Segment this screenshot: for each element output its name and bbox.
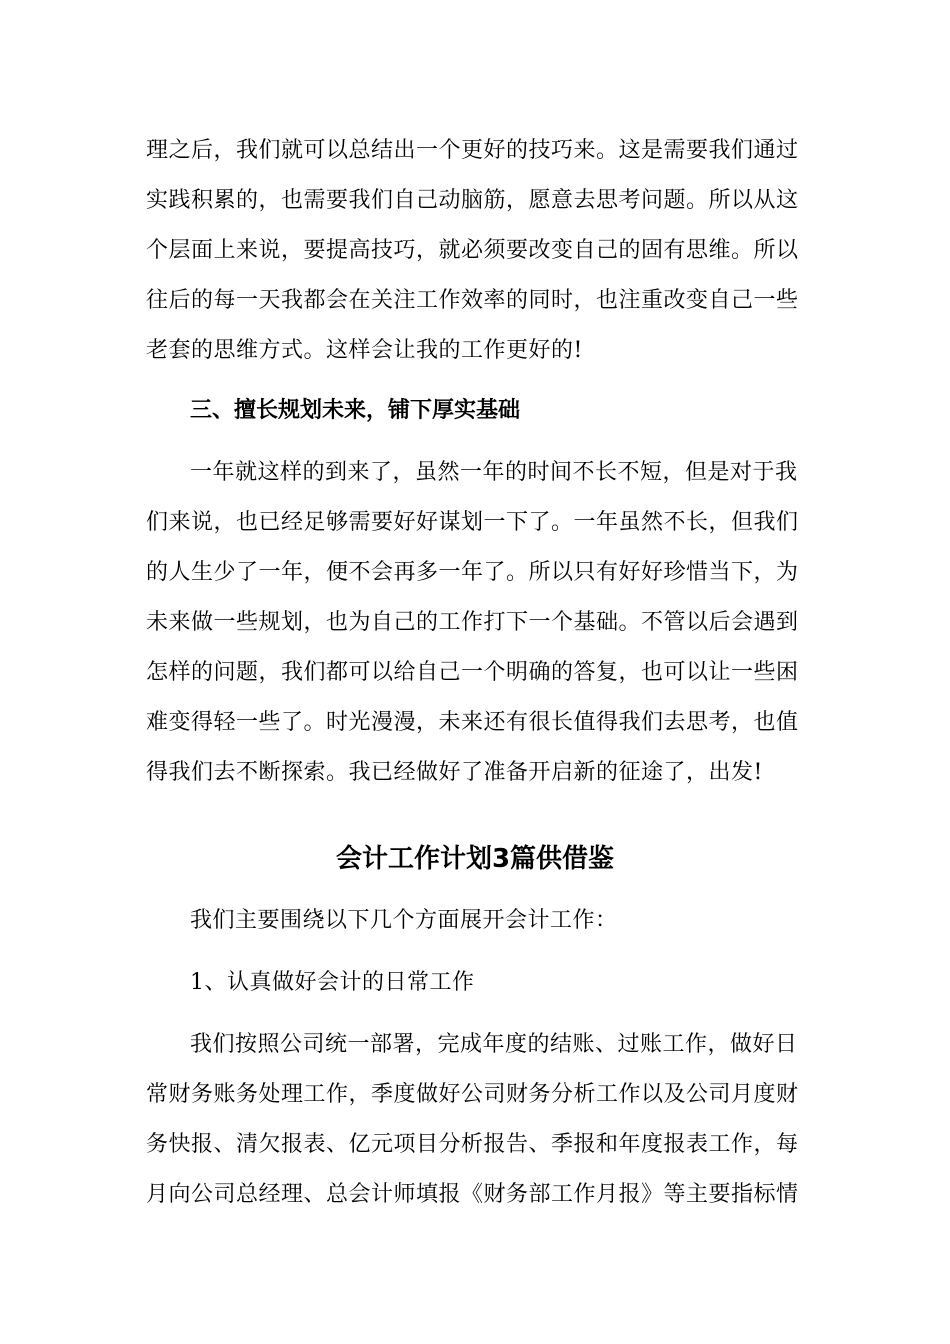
para3-line-1: 我们按照公司统一部署，完成年度的结账、过账工作，做好日 [190,1032,798,1057]
para3-line-4: 月向公司总经理、总会计师填报《财务部工作月报》等主要指标情 [146,1182,799,1207]
para1-line-5: 老套的思维方式。这样会让我的工作更好的! [146,338,583,363]
para2-line-3: 的人生少了一年，便不会再多一年了。所以只有好好珍惜当下，为 [146,560,799,585]
para2-line-2: 们来说，也已经足够需要好好谋划一下了。一年虽然不长，但我们 [146,510,799,535]
para2-line-5: 怎样的问题，我们都可以给自己一个明确的答复，也可以让一些困 [146,660,799,685]
para2-line-1: 一年就这样的到来了，虽然一年的时间不长不短，但是对于我 [190,460,798,485]
para1-line-1: 理之后，我们就可以总结出一个更好的技巧来。这是需要我们通过 [146,138,799,163]
para3-line-3: 务快报、清欠报表、亿元项目分析报告、季报和年度报表工作，每 [146,1132,799,1157]
item-1-heading: 1、认真做好会计的日常工作 [190,970,475,995]
section-3-heading: 三、擅长规划未来，铺下厚实基础 [190,398,521,423]
document-title: 会计工作计划3篇供借鉴 [335,844,615,874]
para3-line-2: 常财务账务处理工作，季度做好公司财务分析工作以及公司月度财 [146,1082,799,1107]
para2-line-4: 未来做一些规划，也为自己的工作打下一个基础。不管以后会遇到 [146,610,799,635]
para2-line-6: 难变得轻一些了。时光漫漫，未来还有很长值得我们去思考，也值 [146,710,799,735]
para2-line-7: 得我们去不断探索。我已经做好了准备开启新的征途了，出发! [146,760,763,785]
para1-line-4: 往后的每一天我都会在关注工作效率的同时，也注重改变自己一些 [146,288,799,313]
intro-text: 我们主要围绕以下几个方面展开会计工作： [190,908,618,933]
para1-line-2: 实践积累的，也需要我们自己动脑筋，愿意去思考问题。所以从这 [146,188,799,213]
para1-line-3: 个层面上来说，要提高技巧，就必须要改变自己的固有思维。所以 [146,238,799,263]
